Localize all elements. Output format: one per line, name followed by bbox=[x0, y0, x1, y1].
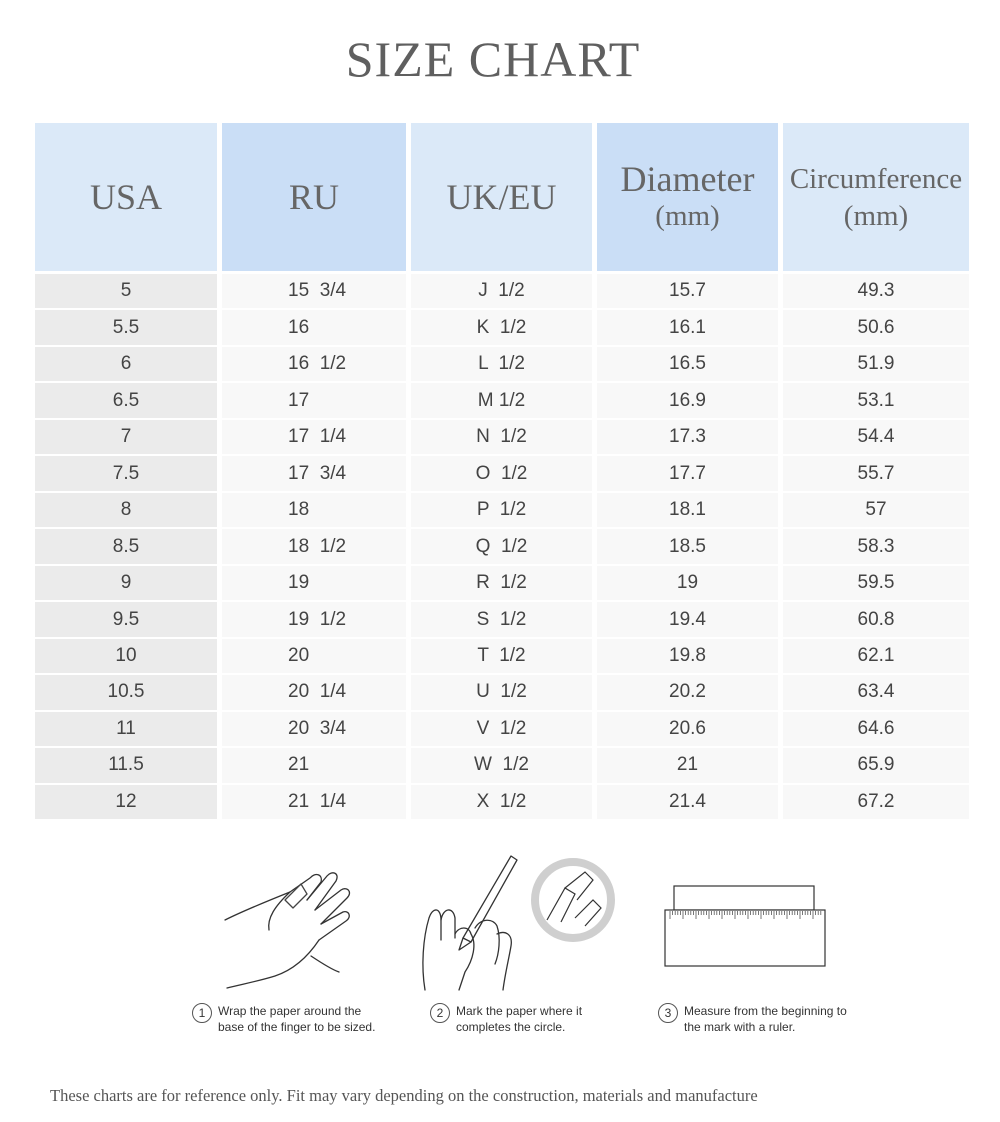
cell-usa: 9 bbox=[35, 566, 217, 600]
cell-diameter: 16.1 bbox=[597, 310, 778, 344]
cell-usa: 8.5 bbox=[35, 529, 217, 563]
cell-ukeu: L 1/2 bbox=[411, 347, 592, 381]
cell-diameter: 18.5 bbox=[597, 529, 778, 563]
step-3 bbox=[658, 1003, 847, 1035]
cell-diameter: 21.4 bbox=[597, 785, 778, 819]
cell-diameter: 16.9 bbox=[597, 383, 778, 417]
step-3-number: 3 bbox=[658, 1003, 678, 1023]
column-ru bbox=[222, 123, 406, 821]
cell-diameter: 20.6 bbox=[597, 712, 778, 746]
cell-ukeu: U 1/2 bbox=[411, 675, 592, 709]
header-ukeu bbox=[411, 123, 592, 271]
header-ukeu-label: UK/EU bbox=[446, 177, 557, 217]
cell-ru: 17 3/4 bbox=[222, 456, 406, 490]
cell-diameter: 15.7 bbox=[597, 274, 778, 308]
cell-diameter: 18.1 bbox=[597, 493, 778, 527]
measuring-steps bbox=[0, 840, 1000, 1040]
hand-wrap-icon bbox=[215, 860, 365, 1000]
header-diameter-label: Diameter bbox=[620, 159, 755, 199]
ruler-icon bbox=[662, 884, 832, 970]
cell-ukeu: Q 1/2 bbox=[411, 529, 592, 563]
cell-diameter: 21 bbox=[597, 748, 778, 782]
cell-ru: 20 3/4 bbox=[222, 712, 406, 746]
cell-circumference: 64.6 bbox=[783, 712, 969, 746]
header-ru bbox=[222, 123, 406, 271]
cell-diameter: 17.3 bbox=[597, 420, 778, 454]
cell-diameter: 19 bbox=[597, 566, 778, 600]
header-circumference-label: Circumference bbox=[789, 163, 963, 195]
header-ru-label: RU bbox=[288, 177, 339, 217]
cell-circumference: 58.3 bbox=[783, 529, 969, 563]
step-2-number: 2 bbox=[430, 1003, 450, 1023]
column-ukeu bbox=[411, 123, 592, 821]
cell-ru: 17 bbox=[222, 383, 406, 417]
cell-circumference: 62.1 bbox=[783, 639, 969, 673]
cell-ukeu: K 1/2 bbox=[411, 310, 592, 344]
cell-ukeu: W 1/2 bbox=[411, 748, 592, 782]
step-1-line-1: Wrap the paper around the bbox=[218, 1004, 362, 1018]
cell-usa: 6 bbox=[35, 347, 217, 381]
step-2 bbox=[430, 1003, 582, 1035]
cell-usa: 8 bbox=[35, 493, 217, 527]
step-3-line-2: the mark with a ruler. bbox=[684, 1020, 796, 1034]
size-chart-table bbox=[35, 123, 969, 821]
cell-ru: 19 1/2 bbox=[222, 602, 406, 636]
cell-ru: 19 bbox=[222, 566, 406, 600]
step-3-line-1: Measure from the beginning to bbox=[684, 1004, 847, 1018]
cell-usa: 7 bbox=[35, 420, 217, 454]
cell-ukeu: P 1/2 bbox=[411, 493, 592, 527]
cell-circumference: 63.4 bbox=[783, 675, 969, 709]
header-usa bbox=[35, 123, 217, 271]
cell-ru: 18 1/2 bbox=[222, 529, 406, 563]
cell-usa: 11.5 bbox=[35, 748, 217, 782]
cell-ru: 21 bbox=[222, 748, 406, 782]
column-circumference bbox=[783, 123, 969, 821]
cell-ru: 16 1/2 bbox=[222, 347, 406, 381]
step-2-line-2: completes the circle. bbox=[456, 1020, 566, 1034]
cell-circumference: 50.6 bbox=[783, 310, 969, 344]
header-usa-label: USA bbox=[89, 177, 163, 217]
column-diameter bbox=[597, 123, 778, 821]
disclaimer-footnote: These charts are for reference only. Fit may vary depending on the construction, materials and manufacture bbox=[50, 1086, 758, 1105]
step-1 bbox=[192, 1003, 375, 1035]
cell-ru: 17 1/4 bbox=[222, 420, 406, 454]
cell-usa: 5 bbox=[35, 274, 217, 308]
step-1-line-2: base of the finger to be sized. bbox=[218, 1020, 376, 1034]
cell-diameter: 19.4 bbox=[597, 602, 778, 636]
cell-ukeu: R 1/2 bbox=[411, 566, 592, 600]
cell-ru: 15 3/4 bbox=[222, 274, 406, 308]
cell-usa: 7.5 bbox=[35, 456, 217, 490]
cell-circumference: 65.9 bbox=[783, 748, 969, 782]
cell-diameter: 17.7 bbox=[597, 456, 778, 490]
cell-circumference: 60.8 bbox=[783, 602, 969, 636]
cell-diameter: 19.8 bbox=[597, 639, 778, 673]
cell-ru: 16 bbox=[222, 310, 406, 344]
cell-usa: 10 bbox=[35, 639, 217, 673]
step-1-number: 1 bbox=[192, 1003, 212, 1023]
cell-usa: 9.5 bbox=[35, 602, 217, 636]
cell-circumference: 55.7 bbox=[783, 456, 969, 490]
header-circumference-unit: (mm) bbox=[843, 200, 909, 232]
cell-circumference: 54.4 bbox=[783, 420, 969, 454]
cell-diameter: 20.2 bbox=[597, 675, 778, 709]
cell-usa: 11 bbox=[35, 712, 217, 746]
cell-ukeu: M 1/2 bbox=[411, 383, 592, 417]
cell-ru: 20 bbox=[222, 639, 406, 673]
cell-ukeu: J 1/2 bbox=[411, 274, 592, 308]
cell-ru: 18 bbox=[222, 493, 406, 527]
cell-usa: 12 bbox=[35, 785, 217, 819]
header-diameter bbox=[597, 123, 778, 271]
step-2-line-1: Mark the paper where it bbox=[456, 1004, 583, 1018]
cell-usa: 5.5 bbox=[35, 310, 217, 344]
cell-circumference: 67.2 bbox=[783, 785, 969, 819]
cell-circumference: 59.5 bbox=[783, 566, 969, 600]
cell-ukeu: N 1/2 bbox=[411, 420, 592, 454]
cell-usa: 6.5 bbox=[35, 383, 217, 417]
cell-circumference: 53.1 bbox=[783, 383, 969, 417]
cell-diameter: 16.5 bbox=[597, 347, 778, 381]
cell-ukeu: T 1/2 bbox=[411, 639, 592, 673]
cell-ru: 20 1/4 bbox=[222, 675, 406, 709]
header-diameter-unit: (mm) bbox=[655, 200, 720, 232]
header-circumference bbox=[783, 123, 969, 271]
cell-ukeu: O 1/2 bbox=[411, 456, 592, 490]
cell-ukeu: S 1/2 bbox=[411, 602, 592, 636]
cell-ru: 21 1/4 bbox=[222, 785, 406, 819]
page-title: SIZE CHART bbox=[345, 31, 641, 87]
cell-circumference: 49.3 bbox=[783, 274, 969, 308]
cell-ukeu: V 1/2 bbox=[411, 712, 592, 746]
cell-circumference: 57 bbox=[783, 493, 969, 527]
cell-usa: 10.5 bbox=[35, 675, 217, 709]
cell-circumference: 51.9 bbox=[783, 347, 969, 381]
column-usa bbox=[35, 123, 217, 821]
cell-ukeu: X 1/2 bbox=[411, 785, 592, 819]
pen-mark-icon bbox=[415, 848, 625, 998]
